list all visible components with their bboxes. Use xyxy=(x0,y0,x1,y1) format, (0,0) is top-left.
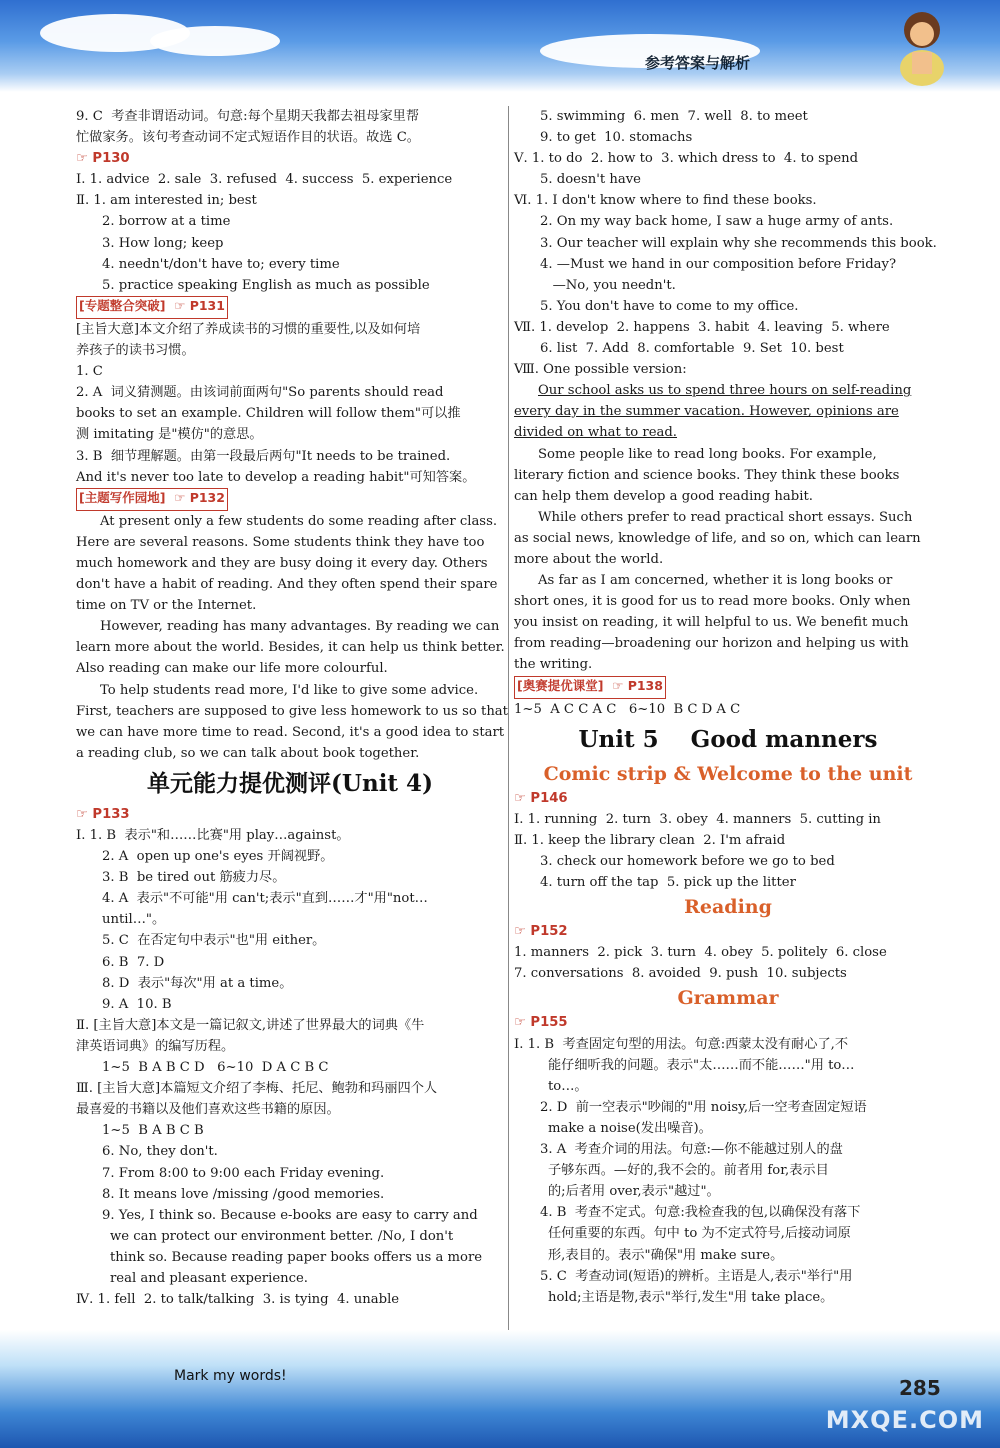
right-line: hold;主语是物,表示"举行,发生"用 take place。 xyxy=(548,1289,834,1305)
left-line: much homework and they are busy doing it every day. Others xyxy=(76,555,488,571)
left-line: 5. C 在否定句中表示"也"用 either。 xyxy=(102,933,326,949)
right-line: 任何重要的东西。句中 to 为不定式符号,后接动词原 xyxy=(548,1226,851,1242)
left-line: 1~5 B A B C B xyxy=(102,1123,204,1139)
right-line: ☞ P155 xyxy=(514,1015,568,1031)
right-line: 2. On my way back home, I saw a huge army of ants. xyxy=(540,214,894,230)
left-line: 2. borrow at a time xyxy=(102,214,231,230)
right-line: 1. manners 2. pick 3. turn 4. obey 5. politely 6. close xyxy=(514,945,887,961)
right-line: 1~5 A C C A C 6~10 B C D A C xyxy=(514,701,741,717)
right-line: Reading xyxy=(684,896,772,919)
right-line: ☞ P146 xyxy=(514,790,568,806)
left-line: 单元能力提优测评(Unit 4) xyxy=(147,769,433,797)
right-line: Ⅶ. 1. develop 2. happens 3. habit 4. leaving 5. where xyxy=(514,319,890,335)
left-line: don't have a habit of reading. And they often spend their spare xyxy=(76,577,498,593)
right-line: divided on what to read. xyxy=(514,425,678,441)
right-line: 形,表目的。表示"确保"用 make sure。 xyxy=(548,1247,784,1263)
left-line: we can protect our environment better. /No, I don't xyxy=(110,1228,454,1244)
right-line: 5. You don't have to come to my office. xyxy=(540,298,799,314)
right-line: 5. C 考查动词(短语)的辨析。主语是人,表示"举行"用 xyxy=(540,1268,853,1284)
left-line: 1~5 B A B C D 6~10 D A C B C xyxy=(102,1060,329,1076)
right-line: Ⅱ. 1. keep the library clean 2. I'm afraid xyxy=(514,832,786,848)
right-line: Our school asks us to spend three hours on self-reading xyxy=(538,383,912,399)
left-line: Ⅳ. 1. fell 2. to talk/talking 3. is tying 4. unable xyxy=(76,1292,400,1308)
right-line: 9. to get 10. stomachs xyxy=(540,130,693,146)
left-line: [主旨大意]本文介绍了养成读书的习惯的重要性,以及如何培 xyxy=(76,321,421,337)
left-line: ☞ P130 xyxy=(76,151,130,167)
right-line: make a noise(发出噪音)。 xyxy=(548,1120,712,1136)
right-line: the writing. xyxy=(514,657,593,673)
watermark: MXQE.COM xyxy=(825,1406,984,1434)
right-line: to…。 xyxy=(548,1078,588,1094)
left-line: 3. B 细节理解题。由第一段最后两句"It needs to be trained. xyxy=(76,448,451,464)
right-line: Grammar xyxy=(677,987,779,1010)
left-line: a reading club, so we can talk about book together. xyxy=(76,745,420,761)
left-line: Ⅱ. [主旨大意]本文是一篇记叙文,讲述了世界最大的词典《牛 xyxy=(76,1017,425,1033)
left-line: time on TV or the Internet. xyxy=(76,598,257,614)
left-line: 6. B 7. D xyxy=(102,954,165,970)
right-line: Ⅵ. 1. I don't know where to find these books. xyxy=(514,193,817,209)
right-line: 7. conversations 8. avoided 9. push 10. subjects xyxy=(514,966,847,982)
column-divider xyxy=(508,106,509,1334)
right-line: more about the world. xyxy=(514,551,664,567)
left-line: 9. C 考查非谓语动词。句意:每个星期天我都去祖母家里帮 xyxy=(76,109,420,124)
right-line: Ⅰ. 1. B 考查固定句型的用法。句意:西蒙太没有耐心了,不 xyxy=(514,1036,849,1052)
left-line: [主题写作园地] ☞ P132 xyxy=(76,488,228,511)
right-line: ☞ P152 xyxy=(514,924,568,940)
left-line: books to set an example. Children will follow them"可以推 xyxy=(76,406,461,422)
right-line: you insist on reading, it will helpful to us. We benefit much xyxy=(514,615,909,631)
left-line: 2. A 词义猜测题。由该词前面两句"So parents should read xyxy=(76,385,444,401)
right-line: 5. swimming 6. men 7. well 8. to meet xyxy=(540,109,808,124)
left-line: 1. C xyxy=(76,364,103,380)
left-line: 养孩子的读书习惯。 xyxy=(76,343,195,359)
right-line: 3. A 考查介词的用法。句意:—你不能越过别人的盘 xyxy=(540,1142,843,1158)
right-line: 4. turn off the tap 5. pick up the litter xyxy=(540,875,796,891)
page-number: 285 xyxy=(899,1376,941,1400)
cartoon-girl-icon xyxy=(882,4,960,90)
left-line: until…"。 xyxy=(102,912,166,928)
page-footer xyxy=(0,1330,1000,1448)
right-line: 3. Our teacher will explain why she recommends this book. xyxy=(540,235,937,251)
left-line: Also reading can make our life more colourful. xyxy=(76,661,388,677)
left-line: 3. B be tired out 筋疲力尽。 xyxy=(102,870,286,886)
left-line: 津英语词典》的编写历程。 xyxy=(76,1038,235,1054)
left-line: 9. Yes, I think so. Because e-books are easy to carry and xyxy=(102,1207,478,1223)
left-line: 8. It means love /missing /good memories. xyxy=(102,1186,385,1202)
left-line: To help students read more, I'd like to give some advice. xyxy=(100,682,479,698)
left-line: 最喜爱的书籍以及他们喜欢这些书籍的原因。 xyxy=(76,1102,340,1118)
right-line: Some people like to read long books. For example, xyxy=(538,446,877,462)
right-line: short ones, it is good for us to read more books. Only when xyxy=(514,594,911,610)
right-column xyxy=(514,106,942,1308)
right-line: —No, you needn't. xyxy=(540,277,676,293)
page-header xyxy=(0,0,1000,92)
left-line: 8. D 表示"每次"用 at a time。 xyxy=(102,975,293,991)
right-line: While others prefer to read practical short essays. Such xyxy=(538,509,913,525)
right-line: as social news, knowledge of life, and so on, which can learn xyxy=(514,530,921,546)
left-line: 6. No, they don't. xyxy=(102,1144,218,1160)
left-line: 4. A 表示"不可能"用 can't;表示"直到……才"用"not… xyxy=(102,891,428,907)
left-line: learn more about the world. Besides, it can help us think better. xyxy=(76,640,505,656)
right-line: 能仔细听我的问题。表示"太……而不能……"用 to… xyxy=(548,1057,855,1073)
left-line: Ⅱ. 1. am interested in; best xyxy=(76,193,257,209)
left-line: 2. A open up one's eyes 开阔视野。 xyxy=(102,849,334,865)
right-line: 的;后者用 over,表示"越过"。 xyxy=(548,1184,720,1200)
left-line: 9. A 10. B xyxy=(102,996,172,1012)
right-line: 4. B 考查不定式。句意:我检查我的包,以确保没有落下 xyxy=(540,1205,861,1221)
right-line: 3. check our homework before we go to bed xyxy=(540,854,835,869)
right-line: Ⅴ. 1. to do 2. how to 3. which dress to 4. to spend xyxy=(514,151,859,167)
right-line: As far as I am concerned, whether it is long books or xyxy=(538,573,893,589)
left-line: 测 imitating 是"模仿"的意思。 xyxy=(76,427,263,443)
left-line: ☞ P133 xyxy=(76,806,130,822)
left-line: First, teachers are supposed to give less homework to us so that xyxy=(76,703,508,719)
left-line: 3. How long; keep xyxy=(102,235,224,251)
left-column xyxy=(76,106,508,1310)
right-line: 子够东西。—好的,我不会的。前者用 for,表示目 xyxy=(548,1163,829,1179)
right-line: can help them develop a good reading habit. xyxy=(514,488,813,504)
left-line: [专题整合突破] ☞ P131 xyxy=(76,296,228,319)
right-line: 2. D 前一空表示"吵闹的"用 noisy,后一空考查固定短语 xyxy=(540,1099,867,1115)
right-line: Ⅰ. 1. running 2. turn 3. obey 4. manners 5. cutting in xyxy=(514,811,881,827)
right-line: Ⅷ. One possible version: xyxy=(514,362,687,378)
footer-motto: Mark my words! xyxy=(174,1368,287,1384)
header-title: 参考答案与解析 xyxy=(644,54,750,72)
left-line: 5. practice speaking English as much as possible xyxy=(102,277,430,293)
left-line: And it's never too late to develop a reading habit"可知答案。 xyxy=(76,469,476,485)
left-line: 7. From 8:00 to 9:00 each Friday evening. xyxy=(102,1165,385,1181)
left-line: 4. needn't/don't have to; every time xyxy=(102,256,340,272)
right-line: 4. —Must we hand in our composition before Friday? xyxy=(540,256,897,272)
left-line: 忙做家务。该句考查动词不定式短语作目的状语。故选 C。 xyxy=(76,130,420,146)
right-line: literary fiction and science books. They think these books xyxy=(514,467,900,483)
right-line: [奥赛提优课堂] ☞ P138 xyxy=(514,676,666,699)
right-line: 6. list 7. Add 8. comfortable 9. Set 10. best xyxy=(540,341,844,357)
left-line: real and pleasant experience. xyxy=(110,1270,308,1286)
right-line: Unit 5 Good manners xyxy=(578,725,878,753)
left-line: think so. Because reading paper books offers us a more xyxy=(110,1249,483,1265)
left-line: Ⅰ. 1. B 表示"和……比赛"用 play…against。 xyxy=(76,828,350,843)
right-line: 5. doesn't have xyxy=(540,172,641,188)
left-line: Here are several reasons. Some students think they have too xyxy=(76,534,485,550)
left-line: we can have more time to read. Second, it's a good idea to start xyxy=(76,724,505,740)
left-line: Ⅲ. [主旨大意]本篇短文介绍了李梅、托尼、鲍勃和玛丽四个人 xyxy=(76,1081,438,1097)
cloud-decoration xyxy=(150,26,280,56)
right-line: Comic strip & Welcome to the unit xyxy=(543,762,913,785)
left-line: At present only a few students do some reading after class. xyxy=(100,513,498,529)
left-line: Ⅰ. 1. advice 2. sale 3. refused 4. success 5. experience xyxy=(76,172,453,188)
right-line: every day in the summer vacation. However, opinions are xyxy=(514,404,899,420)
right-line: from reading—broadening our horizon and helping us with xyxy=(514,636,909,652)
left-line: However, reading has many advantages. By reading we can xyxy=(100,619,500,635)
